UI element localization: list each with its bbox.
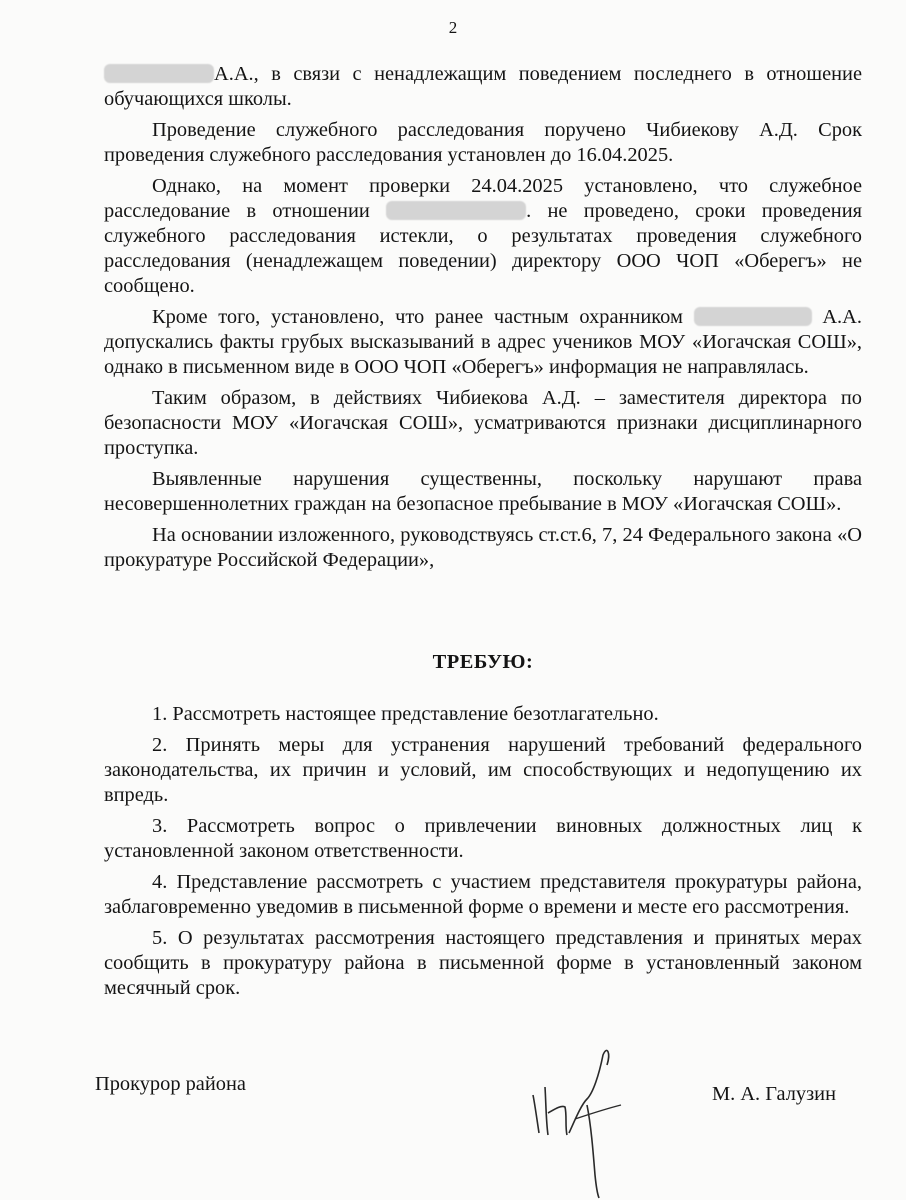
paragraph-3-text-b: . не проведено, сроки проведения служебного расследования истекли, о результатах проведения служебного расследования (ненадлежащем поведении) директору ООО ЧОП «Оберегъ» не сообщено. xyxy=(104,200,862,297)
paragraph-4-text-b: А.А. допускались факты грубых высказываний в адрес учеников МОУ «Иогачская СОШ», однако в письменном виде в ООО ЧОП «Оберегъ» информация не направлялась. xyxy=(104,306,862,378)
paragraph-4-text-a: Кроме того, установлено, что ранее частным охранником xyxy=(152,306,683,328)
demands-list xyxy=(104,702,862,1007)
document-body xyxy=(104,62,862,579)
signatory-name: М. А. Галузин xyxy=(712,1083,837,1105)
demand-item: 2. Принять меры для устранения нарушений требований федерального законодательства, их причин и условий, им способствующих и недопущению их впредь. xyxy=(104,734,862,806)
paragraph-7: На основании изложенного, руководствуясь ст.ст.6, 7, 24 Федерального закона «О прокуратуре Российской Федерации», xyxy=(104,524,862,571)
demand-item: 5. О результатах рассмотрения настоящего представления и принятых мерах сообщить в прокуратуру района в письменной форме в установленный законом месячный срок. xyxy=(104,927,862,999)
paragraph-5: Таким образом, в действиях Чибиекова А.Д. – заместителя директора по безопасности МОУ «Иогачская СОШ», усматриваются признаки дисциплинарного проступка. xyxy=(104,387,862,459)
demand-item: 3. Рассмотреть вопрос о привлечении виновных должностных лиц к установленной законом ответственности. xyxy=(104,815,862,862)
page-number: 2 xyxy=(448,18,458,37)
paragraph-2: Проведение служебного расследования поручено Чибиекову А.Д. Срок проведения служебного расследования установлен до 16.04.2025. xyxy=(104,119,862,166)
redaction-mark xyxy=(104,64,214,83)
paragraph-3 xyxy=(104,174,862,299)
demand-item: 4. Представление рассмотреть с участием представителя прокуратуры района, заблаговременно уведомив в письменной форме о времени и месте его рассмотрения. xyxy=(104,871,862,918)
signatory-title: Прокурор района xyxy=(95,1073,246,1095)
paragraph-6: Выявленные нарушения существенны, поскольку нарушают права несовершеннолетних граждан на безопасное пребывание в МОУ «Иогачская СОШ». xyxy=(104,468,862,515)
redaction-mark xyxy=(694,307,812,326)
demands-heading: ТРЕБУЮ: xyxy=(432,651,534,673)
paragraph-1-text: А.А., в связи с ненадлежащим поведением последнего в отношение обучающихся школы. xyxy=(104,63,862,110)
paragraph-1 xyxy=(104,62,862,112)
demand-item: 1. Рассмотреть настоящее представление безотлагательно. xyxy=(152,703,659,725)
paragraph-3-text-a: Однако, на момент проверки 24.04.2025 установлено, что служебное расследование в отношении xyxy=(104,175,862,222)
paragraph-4 xyxy=(104,305,862,380)
handwritten-signature xyxy=(515,1035,635,1200)
redaction-mark xyxy=(386,201,526,220)
